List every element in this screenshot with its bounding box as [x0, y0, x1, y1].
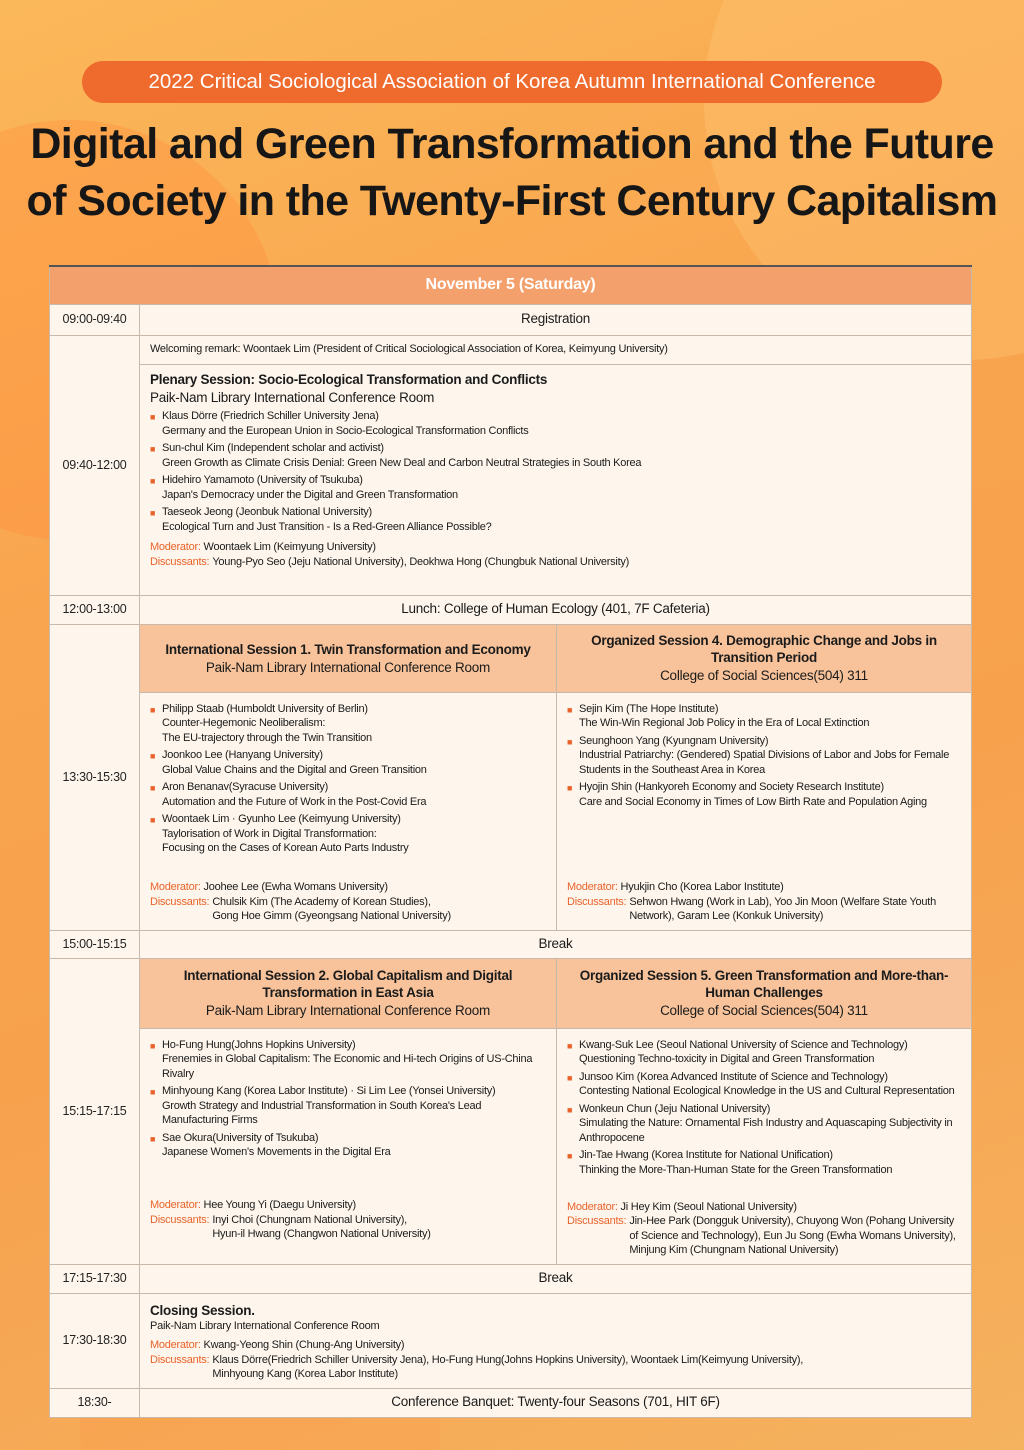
session-body-row [50, 1028, 972, 1264]
bullet-icon: ■ [150, 508, 156, 518]
lunch-row [50, 595, 972, 624]
talk-title: Thinking the More-Than-Human State for the Green Transformation [579, 1163, 893, 1176]
session-discussants: Discussants: Chulsik Kim (The Academy of Korean Studies), Gong Hoe Gimm (Gyeongsang National University) [150, 895, 451, 922]
talk-speaker: Junsoo Kim (Korea Advanced Institute of Science and Technology) [579, 1070, 888, 1083]
bullet-icon: ■ [150, 1133, 156, 1144]
closing-discussants: Discussants: Klaus Dörre(Friedrich Schiller University Jena), Ho-Fung Hung(Johns Hopkins University), Woontaek Lim(Keimyung University), Minhyoung Kang (Korea Labor Institute) [150, 1353, 804, 1380]
international-session-1-header: International Session 1. Twin Transformation and Economy Paik-Nam Library International Conference Room [140, 624, 557, 692]
talk-item [567, 734, 961, 778]
bullet-icon: ■ [150, 783, 156, 793]
date-header-row [50, 266, 972, 304]
talk-title: Industrial Patriarchy: (Gendered) Spatial Divisions of Labor and Jobs for Female Students in the Southeast Area in Korea [579, 749, 950, 776]
talk-speaker: Taeseok Jeong (Jeonbuk National University) [162, 506, 372, 518]
talk-item [567, 1102, 961, 1146]
talk-title: Japanese Women's Movements in the Digital Era [162, 1146, 391, 1158]
bullet-icon: ■ [150, 751, 156, 761]
talk-speaker: Hidehiro Yamamoto (University of Tsukuba) [162, 474, 363, 486]
organized-session-4-body [557, 692, 972, 930]
time-cell: 13:30-15:30 [50, 624, 140, 930]
talk-item [567, 1148, 961, 1177]
talk-item [567, 1038, 961, 1067]
session-moderator: Moderator: Ji Hey Kim (Seoul National University) [567, 1200, 797, 1213]
talk-title: Germany and the European Union in Socio-Ecological Transformation Conflicts [162, 424, 529, 437]
talk-speaker: Aron Benanav(Syracuse University) [162, 781, 328, 793]
talk-title: Frenemies in Global Capitalism: The Economic and Hi-tech Origins of US-China Rivalry [162, 1053, 533, 1080]
closing-row [50, 1293, 972, 1388]
bullet-icon: ■ [567, 704, 573, 715]
banquet-row [50, 1388, 972, 1417]
time-cell: 09:40-12:00 [50, 335, 140, 595]
talk-speaker: Ho-Fung Hung(Johns Hopkins University) [162, 1038, 356, 1051]
closing-moderator: Moderator: Kwang-Yeong Shin (Chung-Ang University) [150, 1339, 405, 1351]
session-discussants: Discussants: Inyi Choi (Chungnam National University), Hyun-il Hwang (Changwon National University) [150, 1213, 431, 1240]
plenary-items [150, 409, 961, 534]
plenary-moderator: Moderator: Woontaek Lim (Keimyung University) [150, 541, 376, 553]
international-session-2-header: International Session 2. Global Capitalism and Digital Transformation in East Asia Paik-Nam Library International Conference Room [140, 958, 557, 1028]
talk-item [150, 1131, 546, 1160]
talk-item [150, 748, 546, 777]
talk-item [150, 812, 546, 856]
bullet-icon: ■ [567, 736, 573, 747]
bullet-icon: ■ [567, 1072, 573, 1083]
time-cell: 09:00-09:40 [50, 304, 140, 335]
date-header: November 5 (Saturday) [50, 266, 972, 304]
organized-session-4-header: Organized Session 4. Demographic Change and Jobs in Transition Period College of Social Sciences(504) 311 [557, 624, 972, 692]
closing-session [140, 1293, 972, 1388]
session-header-row [50, 624, 972, 692]
time-cell: 12:00-13:00 [50, 595, 140, 624]
bullet-icon: ■ [150, 815, 156, 825]
page-title [20, 116, 1004, 230]
talk-title: Simulating the Nature: Ornamental Fish Industry and Aquascaping Subjectivity in Anthropocene [579, 1117, 953, 1144]
bullet-icon: ■ [150, 444, 156, 454]
talk-speaker: Philipp Staab (Humboldt University of Berlin) [162, 702, 368, 715]
bullet-icon: ■ [150, 1087, 156, 1097]
time-cell: 15:00-15:15 [50, 930, 140, 958]
break-text: Break [140, 930, 972, 958]
talk-title: Green Growth as Climate Crisis Denial: Green New Deal and Carbon Neutral Strategies in South Korea [162, 456, 642, 469]
talk-item [567, 702, 961, 731]
time-cell: 15:15-17:15 [50, 958, 140, 1264]
talk-title: Contesting National Ecological Knowledge in the US and Cultural Representation [579, 1085, 955, 1097]
welcoming-remark: Welcoming remark: Woontaek Lim (President of Critical Sociological Association of Korea, Keimyung University) [140, 335, 972, 364]
session-discussants: Discussants: Jin-Hee Park (Dongguk University), Chuyong Won (Pohang University of Science and Technology), Eun Ju Song (Ewha Womans University), Minjung Kim (Chungnam National University) [567, 1215, 956, 1256]
international-session-1-body [140, 692, 557, 930]
talk-speaker: Minhyoung Kang (Korea Labor Institute) · Si Lim Lee (Yonsei University) [162, 1085, 496, 1097]
plenary-row [50, 364, 972, 595]
closing-room: Paik-Nam Library International Conference Room [150, 1319, 380, 1332]
talk-item [150, 1038, 546, 1082]
talk-title: Counter-Hegemonic Neoliberalism: The EU-trajectory through the Twin Transition [162, 717, 372, 744]
talk-title: Global Value Chains and the Digital and Green Transition [162, 763, 427, 776]
international-session-2-body [140, 1028, 557, 1264]
bullet-icon: ■ [567, 783, 573, 793]
talk-item [567, 1070, 961, 1099]
bullet-icon: ■ [150, 704, 156, 715]
talk-title: The Win-Win Regional Job Policy in the Era of Local Extinction [579, 717, 870, 729]
talk-title: Japan's Democracy under the Digital and Green Transformation [162, 488, 458, 501]
talk-speaker: Jin-Tae Hwang (Korea Institute for National Unification) [579, 1149, 833, 1161]
time-cell: 18:30- [50, 1388, 140, 1417]
session-moderator: Moderator: Joohee Lee (Ewha Womans University) [150, 881, 388, 893]
lunch-text: Lunch: College of Human Ecology (401, 7F Cafeteria) [140, 595, 972, 624]
session-discussants: Discussants: Sehwon Hwang (Work in Lab), Yoo Jin Moon (Welfare State Youth Network), Garam Lee (Konkuk University) [567, 895, 936, 922]
plenary-discussants: Discussants: Young-Pyo Seo (Jeju National University), Deokhwa Hong (Chungbuk National University) [150, 555, 630, 568]
organized-session-5-header: Organized Session 5. Green Transformation and More-than-Human Challenges College of Social Sciences(504) 311 [557, 958, 972, 1028]
bullet-icon: ■ [567, 1040, 573, 1051]
session-moderator: Moderator: Hee Young Yi (Daegu University) [150, 1199, 356, 1211]
break-row [50, 1264, 972, 1293]
talk-item [150, 780, 546, 809]
session-body-row [50, 692, 972, 930]
talk-title: Ecological Turn and Just Transition - Is a Red-Green Alliance Possible? [162, 520, 492, 533]
talk-title: Care and Social Economy in Times of Low Birth Rate and Population Aging [579, 795, 927, 808]
talk-speaker: Hyojin Shin (Hankyoreh Economy and Society Research Institute) [579, 781, 884, 793]
organized-session-5-body [557, 1028, 972, 1264]
talk-item [567, 780, 961, 809]
talk-speaker: Sae Okura(University of Tsukuba) [162, 1131, 319, 1144]
plenary-room: Paik-Nam Library International Conference Room [150, 389, 435, 405]
bullet-icon: ■ [150, 1040, 156, 1051]
talk-item [150, 441, 961, 470]
bullet-icon: ■ [150, 476, 156, 486]
talk-title: Questioning Techno-toxicity in Digital and Green Transformation [579, 1053, 875, 1065]
talk-title: Taylorisation of Work in Digital Transformation: Focusing on the Cases of Korean Auto Parts Industry [162, 827, 409, 854]
banquet-text: Conference Banquet: Twenty-four Seasons (701, HIT 6F) [140, 1388, 972, 1417]
talk-item [150, 409, 961, 438]
time-cell: 17:30-18:30 [50, 1293, 140, 1388]
bullet-icon: ■ [567, 1151, 573, 1161]
talk-speaker: Wonkeun Chun (Jeju National University) [579, 1102, 771, 1115]
bullet-icon: ■ [567, 1104, 573, 1115]
talk-title: Growth Strategy and Industrial Transformation in South Korea's Lead Manufacturing Firms [162, 1099, 482, 1126]
break-text: Break [140, 1264, 972, 1293]
break-row [50, 930, 972, 958]
talk-speaker: Sejin Kim (The Hope Institute) [579, 702, 719, 715]
conference-banner: 2022 Critical Sociological Association of Korea Autumn International Conference [82, 61, 942, 103]
session-header-row [50, 958, 972, 1028]
schedule-table [49, 265, 972, 1418]
closing-title: Closing Session. [150, 1302, 255, 1318]
talk-speaker: Sun-chul Kim (Independent scholar and activist) [162, 442, 384, 454]
talk-item [150, 473, 961, 502]
bullet-icon: ■ [150, 412, 156, 422]
talk-item [150, 702, 546, 746]
title-line-1: Digital and Green Transformation and the Future [30, 120, 994, 168]
time-cell: 17:15-17:30 [50, 1264, 140, 1293]
plenary-session [140, 364, 972, 595]
talk-speaker: Woontaek Lim · Gyunho Lee (Keimyung University) [162, 813, 401, 825]
talk-item [150, 1084, 546, 1128]
talk-title: Automation and the Future of Work in the Post-Covid Era [162, 795, 427, 808]
talk-speaker: Kwang-Suk Lee (Seoul National University of Science and Technology) [579, 1038, 908, 1051]
talk-item [150, 505, 961, 534]
talk-speaker: Klaus Dörre (Friedrich Schiller University Jena) [162, 410, 379, 422]
welcome-row [50, 335, 972, 364]
session-moderator: Moderator: Hyukjin Cho (Korea Labor Institute) [567, 881, 784, 893]
talk-speaker: Joonkoo Lee (Hanyang University) [162, 749, 323, 761]
registration-text: Registration [140, 304, 972, 335]
title-line-2: of Society in the Twenty-First Century Capitalism [26, 177, 998, 225]
talk-speaker: Seunghoon Yang (Kyungnam University) [579, 734, 769, 747]
plenary-title: Plenary Session: Socio-Ecological Transformation and Conflicts [150, 371, 548, 387]
registration-row [50, 304, 972, 335]
